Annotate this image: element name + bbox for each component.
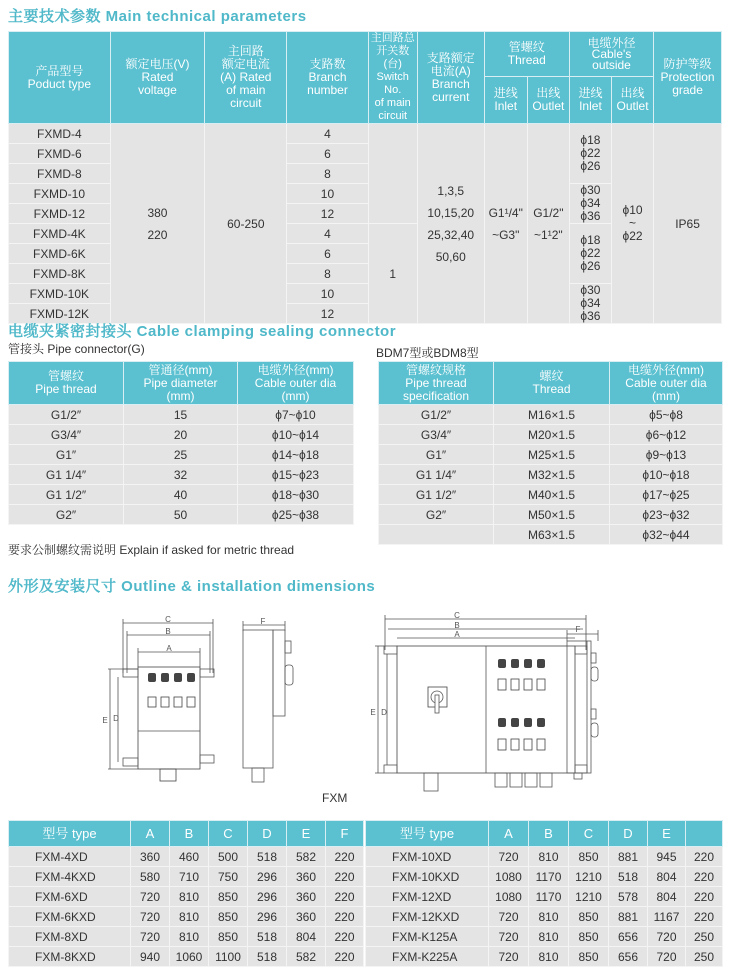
dim-label-b: B	[165, 627, 171, 636]
table-cell: FXM-8KXD	[9, 947, 131, 967]
table-header-cell	[686, 821, 723, 847]
table-cell: ϕ17~ϕ25	[610, 485, 723, 505]
table-header-cell: C	[569, 821, 609, 847]
table-cell: FXM-K225A	[366, 947, 489, 967]
table-cell: G1″	[379, 445, 494, 465]
table-cell: G1 1/2″	[379, 485, 494, 505]
dimension-row	[9, 907, 364, 927]
dimension-row	[9, 867, 364, 887]
rated-voltage-cell: 380 220	[110, 124, 205, 324]
table-cell: 720	[489, 907, 529, 927]
table-cell: 720	[131, 887, 170, 907]
table-cell: 720	[648, 927, 686, 947]
product-type-cell: FXMD-8K	[9, 264, 111, 284]
branch-current-cell: 1,3,5 10,15,20 25,32,40 50,60	[417, 124, 484, 324]
table-cell: 850	[209, 927, 248, 947]
pipe-connector-row	[9, 485, 354, 505]
table-cell: M50×1.5	[494, 505, 610, 525]
product-type-cell: FXMD-12K	[9, 304, 111, 324]
header-cable-outer-dia: 电缆外径(mm) Cable outer dia (mm)	[238, 362, 354, 405]
branch-number-cell: 6	[287, 244, 368, 264]
table-cell: 220	[326, 927, 364, 947]
section-title-main-parameters: 主要技术参数 Main technical parameters	[8, 8, 307, 25]
table-header-cell: E	[648, 821, 686, 847]
table-cell: FXM-12KXD	[366, 907, 489, 927]
dimensions-table-right	[365, 820, 723, 967]
dim-label-e-large: E	[370, 708, 376, 717]
dim-label-a-large: A	[454, 630, 460, 639]
main-parameters-table	[8, 31, 722, 324]
table-cell: 1210	[569, 887, 609, 907]
header-rated-current: 主回路 额定电流 (A) Rated of main circuit	[205, 32, 287, 124]
table-cell: 881	[609, 907, 648, 927]
rated-current-cell: 60-250	[205, 124, 287, 324]
table-header-cell: C	[209, 821, 248, 847]
table-cell: 518	[609, 867, 648, 887]
table-cell: ϕ10~ϕ18	[610, 465, 723, 485]
table-header-cell: B	[170, 821, 209, 847]
header-protection-grade: 防护等级 Protection grade	[654, 32, 722, 124]
table-cell: M16×1.5	[494, 405, 610, 425]
table-cell: ϕ25~ϕ38	[238, 505, 354, 525]
table-cell: ϕ18~ϕ30	[238, 485, 354, 505]
cable-inlet-group: ϕ30 ϕ34 ϕ36	[569, 184, 611, 224]
table-cell: 296	[248, 867, 287, 887]
pipe-connector-row	[9, 445, 354, 465]
table-cell: 850	[569, 847, 609, 867]
table-cell: 296	[248, 887, 287, 907]
dim-label-d-large: D	[381, 708, 387, 717]
table-cell: FXM-4XD	[9, 847, 131, 867]
table-cell: G1 1/2″	[9, 485, 124, 505]
table-cell	[379, 525, 494, 545]
table-cell: G3/4″	[379, 425, 494, 445]
cable-inlet-group: ϕ30 ϕ34 ϕ36	[569, 284, 611, 324]
dim-label-d: D	[113, 714, 119, 723]
metric-thread-note: 要求公制螺纹需说明 Explain if asked for metric thread	[8, 543, 295, 557]
table-cell: G1 1/4″	[379, 465, 494, 485]
pipe-connector-table	[8, 361, 354, 525]
table-cell: FXM-8XD	[9, 927, 131, 947]
table-cell: 25	[124, 445, 238, 465]
small-enclosure-front-view	[108, 619, 214, 781]
table-cell: 656	[609, 927, 648, 947]
dimension-row	[9, 847, 364, 867]
table-header-cell: 型号 type	[9, 821, 131, 847]
table-header-cell: A	[131, 821, 170, 847]
bdm-table	[378, 361, 723, 545]
branch-number-cell: 12	[287, 204, 368, 224]
table-cell: 460	[170, 847, 209, 867]
header-switch-no: 主回路总 开关数(台) Switch No. of main circuit	[368, 32, 417, 124]
table-cell: FXM-K125A	[366, 927, 489, 947]
table-cell: 810	[170, 887, 209, 907]
table-cell: 220	[326, 947, 364, 967]
header-cable-outside: 电缆外径 Cable's outside	[569, 32, 653, 77]
branch-number-cell: 10	[287, 284, 368, 304]
table-cell: 945	[648, 847, 686, 867]
dimension-row	[366, 867, 723, 887]
table-cell: 220	[326, 867, 364, 887]
header-thread: 管螺纹 Thread	[484, 32, 569, 77]
outline-diagram	[90, 605, 650, 805]
bdm-row	[379, 485, 723, 505]
dim-label-b-large: B	[454, 621, 460, 630]
table-cell: 582	[287, 847, 326, 867]
small-enclosure-side-view	[243, 621, 293, 782]
table-cell: 500	[209, 847, 248, 867]
branch-number-cell: 4	[287, 124, 368, 144]
branch-number-cell: 12	[287, 304, 368, 324]
table-cell: FXM-4KXD	[9, 867, 131, 887]
table-cell: ϕ14~ϕ18	[238, 445, 354, 465]
header-pipe-diameter: 管通径(mm) Pipe diameter (mm)	[124, 362, 238, 405]
table-cell: M25×1.5	[494, 445, 610, 465]
bdm-row	[379, 465, 723, 485]
dimension-row	[9, 927, 364, 947]
table-cell: 580	[131, 867, 170, 887]
table-cell: 1080	[489, 867, 529, 887]
table-cell: FXM-12XD	[366, 887, 489, 907]
table-cell: 850	[209, 887, 248, 907]
bdm-row	[379, 505, 723, 525]
table-cell: 850	[569, 907, 609, 927]
table-cell: 720	[131, 907, 170, 927]
table-cell: 220	[686, 867, 723, 887]
table-header-cell: D	[609, 821, 648, 847]
table-cell: ϕ10~ϕ14	[238, 425, 354, 445]
table-cell: 810	[170, 907, 209, 927]
table-cell: 810	[529, 947, 569, 967]
header-product-type: 产品型号 Poduct type	[9, 32, 111, 124]
table-cell: 220	[326, 907, 364, 927]
table-cell: 360	[287, 907, 326, 927]
product-type-cell: FXMD-6	[9, 144, 111, 164]
bdm-row	[379, 445, 723, 465]
table-cell: 50	[124, 505, 238, 525]
switch-no-cell-top	[368, 124, 417, 224]
table-cell: 720	[131, 927, 170, 947]
table-cell: 810	[529, 847, 569, 867]
dim-label-e: E	[102, 716, 108, 725]
table-cell: 220	[686, 847, 723, 867]
table-cell: 360	[287, 887, 326, 907]
branch-number-cell: 6	[287, 144, 368, 164]
table-cell: FXM-10KXD	[366, 867, 489, 887]
product-type-cell: FXMD-4K	[9, 224, 111, 244]
table-header-cell: E	[287, 821, 326, 847]
product-type-cell: FXMD-10K	[9, 284, 111, 304]
table-cell: 40	[124, 485, 238, 505]
table-cell: 15	[124, 405, 238, 425]
table-cell: 360	[131, 847, 170, 867]
branch-number-cell: 10	[287, 184, 368, 204]
table-cell: 32	[124, 465, 238, 485]
table-cell: ϕ5~ϕ8	[610, 405, 723, 425]
cable-inlet-group: ϕ18 ϕ22 ϕ26	[569, 124, 611, 184]
table-cell: 518	[248, 947, 287, 967]
table-cell: M32×1.5	[494, 465, 610, 485]
header-thread-outlet: 出线 Outlet	[527, 77, 569, 124]
thread-outlet-cell: G1/2" ~1¹2"	[527, 124, 569, 324]
table-cell: FXM-6KXD	[9, 907, 131, 927]
table-cell: G3/4″	[9, 425, 124, 445]
pipe-connector-row	[9, 505, 354, 525]
table-cell: G2″	[9, 505, 124, 525]
table-cell: G1/2″	[9, 405, 124, 425]
table-cell: 1060	[170, 947, 209, 967]
table-cell: 881	[609, 847, 648, 867]
table-cell: 804	[648, 867, 686, 887]
table-cell: 20	[124, 425, 238, 445]
bdm-row	[379, 405, 723, 425]
header-pipe-thread-spec: 管螺纹规格 Pipe thread specification	[379, 362, 494, 405]
bdm-subtitle: BDM7型或BDM8型	[376, 346, 479, 360]
table-cell: 220	[686, 907, 723, 927]
cable-inlet-group: ϕ18 ϕ22 ϕ26	[569, 224, 611, 284]
table-cell: ϕ23~ϕ32	[610, 505, 723, 525]
table-cell: 220	[686, 887, 723, 907]
table-cell: 1210	[569, 867, 609, 887]
table-cell: 296	[248, 907, 287, 927]
table-cell: M40×1.5	[494, 485, 610, 505]
diagram-caption: FXM	[322, 791, 348, 805]
product-type-cell: FXMD-12	[9, 204, 111, 224]
dimension-row	[366, 887, 723, 907]
thread-inlet-cell: G1¹/4" ~G3"	[484, 124, 527, 324]
dim-label-f: F	[260, 617, 266, 626]
table-cell: 250	[686, 947, 723, 967]
table-cell: 1080	[489, 887, 529, 907]
table-header-cell: A	[489, 821, 529, 847]
dimensions-table-left	[8, 820, 364, 967]
product-type-cell: FXMD-4	[9, 124, 111, 144]
table-cell: ϕ6~ϕ12	[610, 425, 723, 445]
large-enclosure-side-view	[567, 630, 598, 779]
header-thread: 螺纹 Thread	[494, 362, 610, 405]
product-type-cell: FXMD-6K	[9, 244, 111, 264]
pipe-connector-row	[9, 425, 354, 445]
dim-label-f-large: F	[575, 625, 581, 634]
product-type-cell: FXMD-8	[9, 164, 111, 184]
dim-label-c: C	[165, 615, 171, 624]
table-cell: G2″	[379, 505, 494, 525]
table-cell: G1/2″	[379, 405, 494, 425]
dimension-row	[366, 927, 723, 947]
dimension-row	[366, 947, 723, 967]
dimension-row	[366, 907, 723, 927]
dimension-row	[9, 947, 364, 967]
table-cell: 710	[170, 867, 209, 887]
dimension-row	[366, 847, 723, 867]
table-cell: M20×1.5	[494, 425, 610, 445]
table-cell: FXM-6XD	[9, 887, 131, 907]
table-header-cell: 型号 type	[366, 821, 489, 847]
table-cell: 810	[170, 927, 209, 947]
protection-grade-cell: IP65	[654, 124, 722, 324]
table-cell: 578	[609, 887, 648, 907]
table-cell: 810	[529, 907, 569, 927]
switch-no-cell: 1	[368, 224, 417, 324]
table-cell: 720	[489, 947, 529, 967]
header-cable-outer-dia: 电缆外径(mm) Cable outer dia (mm)	[610, 362, 723, 405]
branch-number-cell: 8	[287, 164, 368, 184]
header-branch-current: 支路额定 电流(A) Branch current	[417, 32, 484, 124]
table-cell: 656	[609, 947, 648, 967]
table-cell: 804	[287, 927, 326, 947]
table-cell: 804	[648, 887, 686, 907]
table-cell: M63×1.5	[494, 525, 610, 545]
table-cell: 1167	[648, 907, 686, 927]
table-header-cell: F	[326, 821, 364, 847]
table-cell: 940	[131, 947, 170, 967]
dim-label-c-large: C	[454, 611, 460, 620]
table-cell: 582	[287, 947, 326, 967]
bdm-row	[379, 425, 723, 445]
table-cell: 250	[686, 927, 723, 947]
table-cell: 1100	[209, 947, 248, 967]
bdm-row	[379, 525, 723, 545]
table-cell: 720	[489, 927, 529, 947]
table-cell: 810	[529, 927, 569, 947]
section-title-outline-dimensions: 外形及安装尺寸 Outline & installation dimensions	[8, 578, 376, 595]
table-cell: 1170	[529, 867, 569, 887]
table-cell: FXM-10XD	[366, 847, 489, 867]
table-cell: 850	[569, 927, 609, 947]
section-title-cable-connector: 电缆夹紧密封接头 Cable clamping sealing connector	[8, 323, 397, 340]
table-cell: 750	[209, 867, 248, 887]
pipe-connector-row	[9, 405, 354, 425]
table-cell: 518	[248, 927, 287, 947]
header-rated-voltage: 额定电压(V) Rated voltage	[110, 32, 205, 124]
header-cable-inlet: 进线 Inlet	[569, 77, 611, 124]
pipe-connector-row	[9, 465, 354, 485]
branch-number-cell: 4	[287, 224, 368, 244]
table-cell: ϕ7~ϕ10	[238, 405, 354, 425]
table-cell: 850	[569, 947, 609, 967]
table-cell: 720	[648, 947, 686, 967]
dimension-row	[9, 887, 364, 907]
table-cell: G1″	[9, 445, 124, 465]
table-cell: ϕ9~ϕ13	[610, 445, 723, 465]
header-branch-number: 支路数 Branch number	[287, 32, 368, 124]
table-header-cell: D	[248, 821, 287, 847]
table-cell: 720	[489, 847, 529, 867]
header-thread-inlet: 进线 Inlet	[484, 77, 527, 124]
table-cell: 518	[248, 847, 287, 867]
table-cell: G1 1/4″	[9, 465, 124, 485]
pipe-connector-subtitle: 管接头 Pipe connector(G)	[8, 342, 145, 356]
header-cable-outlet: 出线 Outlet	[612, 77, 654, 124]
cable-outlet-cell: ϕ10 ~ ϕ22	[612, 124, 654, 324]
table-cell: 850	[209, 907, 248, 927]
header-pipe-thread: 管螺纹 Pipe thread	[9, 362, 124, 405]
table-cell: 1170	[529, 887, 569, 907]
table-cell: ϕ15~ϕ23	[238, 465, 354, 485]
branch-number-cell: 8	[287, 264, 368, 284]
product-type-cell: FXMD-10	[9, 184, 111, 204]
table-header-cell: B	[529, 821, 569, 847]
table-cell: ϕ32~ϕ44	[610, 525, 723, 545]
table-cell: 360	[287, 867, 326, 887]
table-cell: 220	[326, 887, 364, 907]
dim-label-a: A	[166, 644, 172, 653]
table-cell: 220	[326, 847, 364, 867]
